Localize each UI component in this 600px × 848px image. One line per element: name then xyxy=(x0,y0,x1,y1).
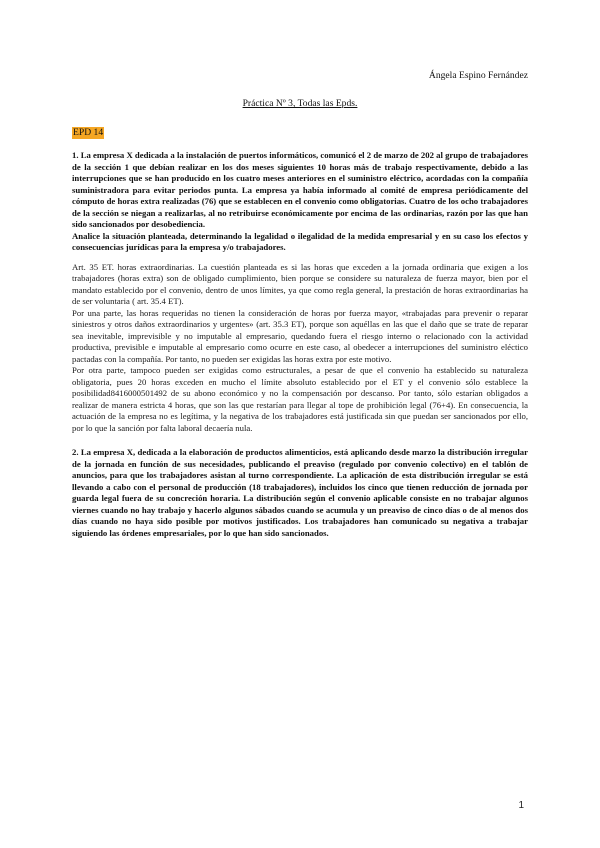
page-number: 1 xyxy=(518,800,524,811)
answer-1-paragraph-1: Art. 35 ET. horas extraordinarias. La cuestión planteada es si las horas que exceden a la jornada ordinaria que exigen a los trabajadores (horas extra) son de obligado cumplimiento, bien porque se considere su naturaleza de fuerza mayor, bien por el mandato establecido por el convenio, dentro de unos límites, ya que como regla general, la prestación de horas extraordinarias ha de ser voluntaria ( art. 35.4 ET). xyxy=(72,261,528,306)
answer-1-paragraph-3: Por otra parte, tampoco pueden ser exigidas como estructurales, a pesar de que el convenio ha establecido su naturaleza obligatoria, pues 20 horas exceden en mucho el límite absoluto establecido por el ET y el convenio sólo establece la posibilidad8416000501492 de su abono económico y no la compensación por descanso. Por tanto, sólo estarían obligados a realizar de manera estricta 4 horas, que son las que restarían para llegar al tope de prohibición legal (76+4). En consecuencia, la actuación de la empresa no es legítima, y la negativa de los trabajadores está justificada sin que puedan ser sancionados por ello, por lo que la sanción por falta laboral decaería nula. xyxy=(72,365,528,433)
question-2-statement: 2. La empresa X, dedicada a la elaboración de productos alimenticios, está aplicando desde marzo la distribución irregular de la jornada en función de sus necesidades, publicando el preaviso (regulado por convenio colectivo) en el tablón de anuncios, para que los trabajadores asistan al turno correspondiente. La aplicación de esta distribución irregular se está llevando a cabo con el personal de producción (18 trabajadores), incluidos los cinco que tienen reducción de jornada por guarda legal fuera de su concreción horaria. La distribución según el convenio aplicable consiste en no trabajar algunos viernes cuando no hay trabajo y hacerlo algunos sábados cuando se acumula y un preaviso de cinco días o de al menos dos días cuando no haya sido posible por motivos justificados. Los trabajadores han comunicado su negativa a trabajar siguiendo las órdenes empresariales, por lo que han sido sancionados. xyxy=(72,447,528,538)
spacer xyxy=(72,254,528,262)
section-label: EPD 14 xyxy=(73,127,104,138)
question-1-statement: 1. La empresa X dedicada a la instalación de puertos informáticos, comunicó el 2 de marzo de 202 al grupo de trabajadores de la sección 1 que debían realizar en los dos meses siguientes 10 horas más de trabajo respectivamente, debido a las interrupciones que se han producido en los cuatro meses anteriores en el suministro eléctrico, acordadas con la compañía suministradora para evitar periodos punta. La empresa ya había informado al comité de empresa periódicamente del cómputo de horas extra realizadas (76) que se establecen en el convenio como obligatorias. Cuatro de los ocho trabajadores de la sección se niegan a realizarlas, al no retribuirse económicamente por encima de las ordinarias, razón por las que han sido sancionados por desobediencia. xyxy=(72,150,528,229)
question-1-prompt: Analice la situación planteada, determinando la legalidad o ilegalidad de la medida empresarial y en su caso los efectos y consecuencias jurídicas para la empresa y/o trabajadores. xyxy=(72,230,528,252)
spacer xyxy=(72,434,528,447)
answer-1-paragraph-2: Por una parte, las horas requeridas no tienen la consideración de horas por fuerza mayor, «trabajadas para prevenir o reparar siniestros y otros daños extraordinarios y urgentes» (art. 35.3 ET), porque son aquéllas en las que el daño que se trate de reparar sea inevitable, imprevisible y no imputable al empresario, quedando fuera el riesgo interno o relacionado con la actividad productiva, previsible e imputable al empresario como ocurre en este caso, al obedecer a interrupciones del suministro eléctico pactadas con la compañía. Por tanto, no pueden ser exigidas las horas extra por este motivo. xyxy=(72,307,528,364)
author-name: Ángela Espino Fernández xyxy=(428,70,528,81)
document-title: Práctica Nº 3, Todas las Epds. xyxy=(242,98,358,109)
